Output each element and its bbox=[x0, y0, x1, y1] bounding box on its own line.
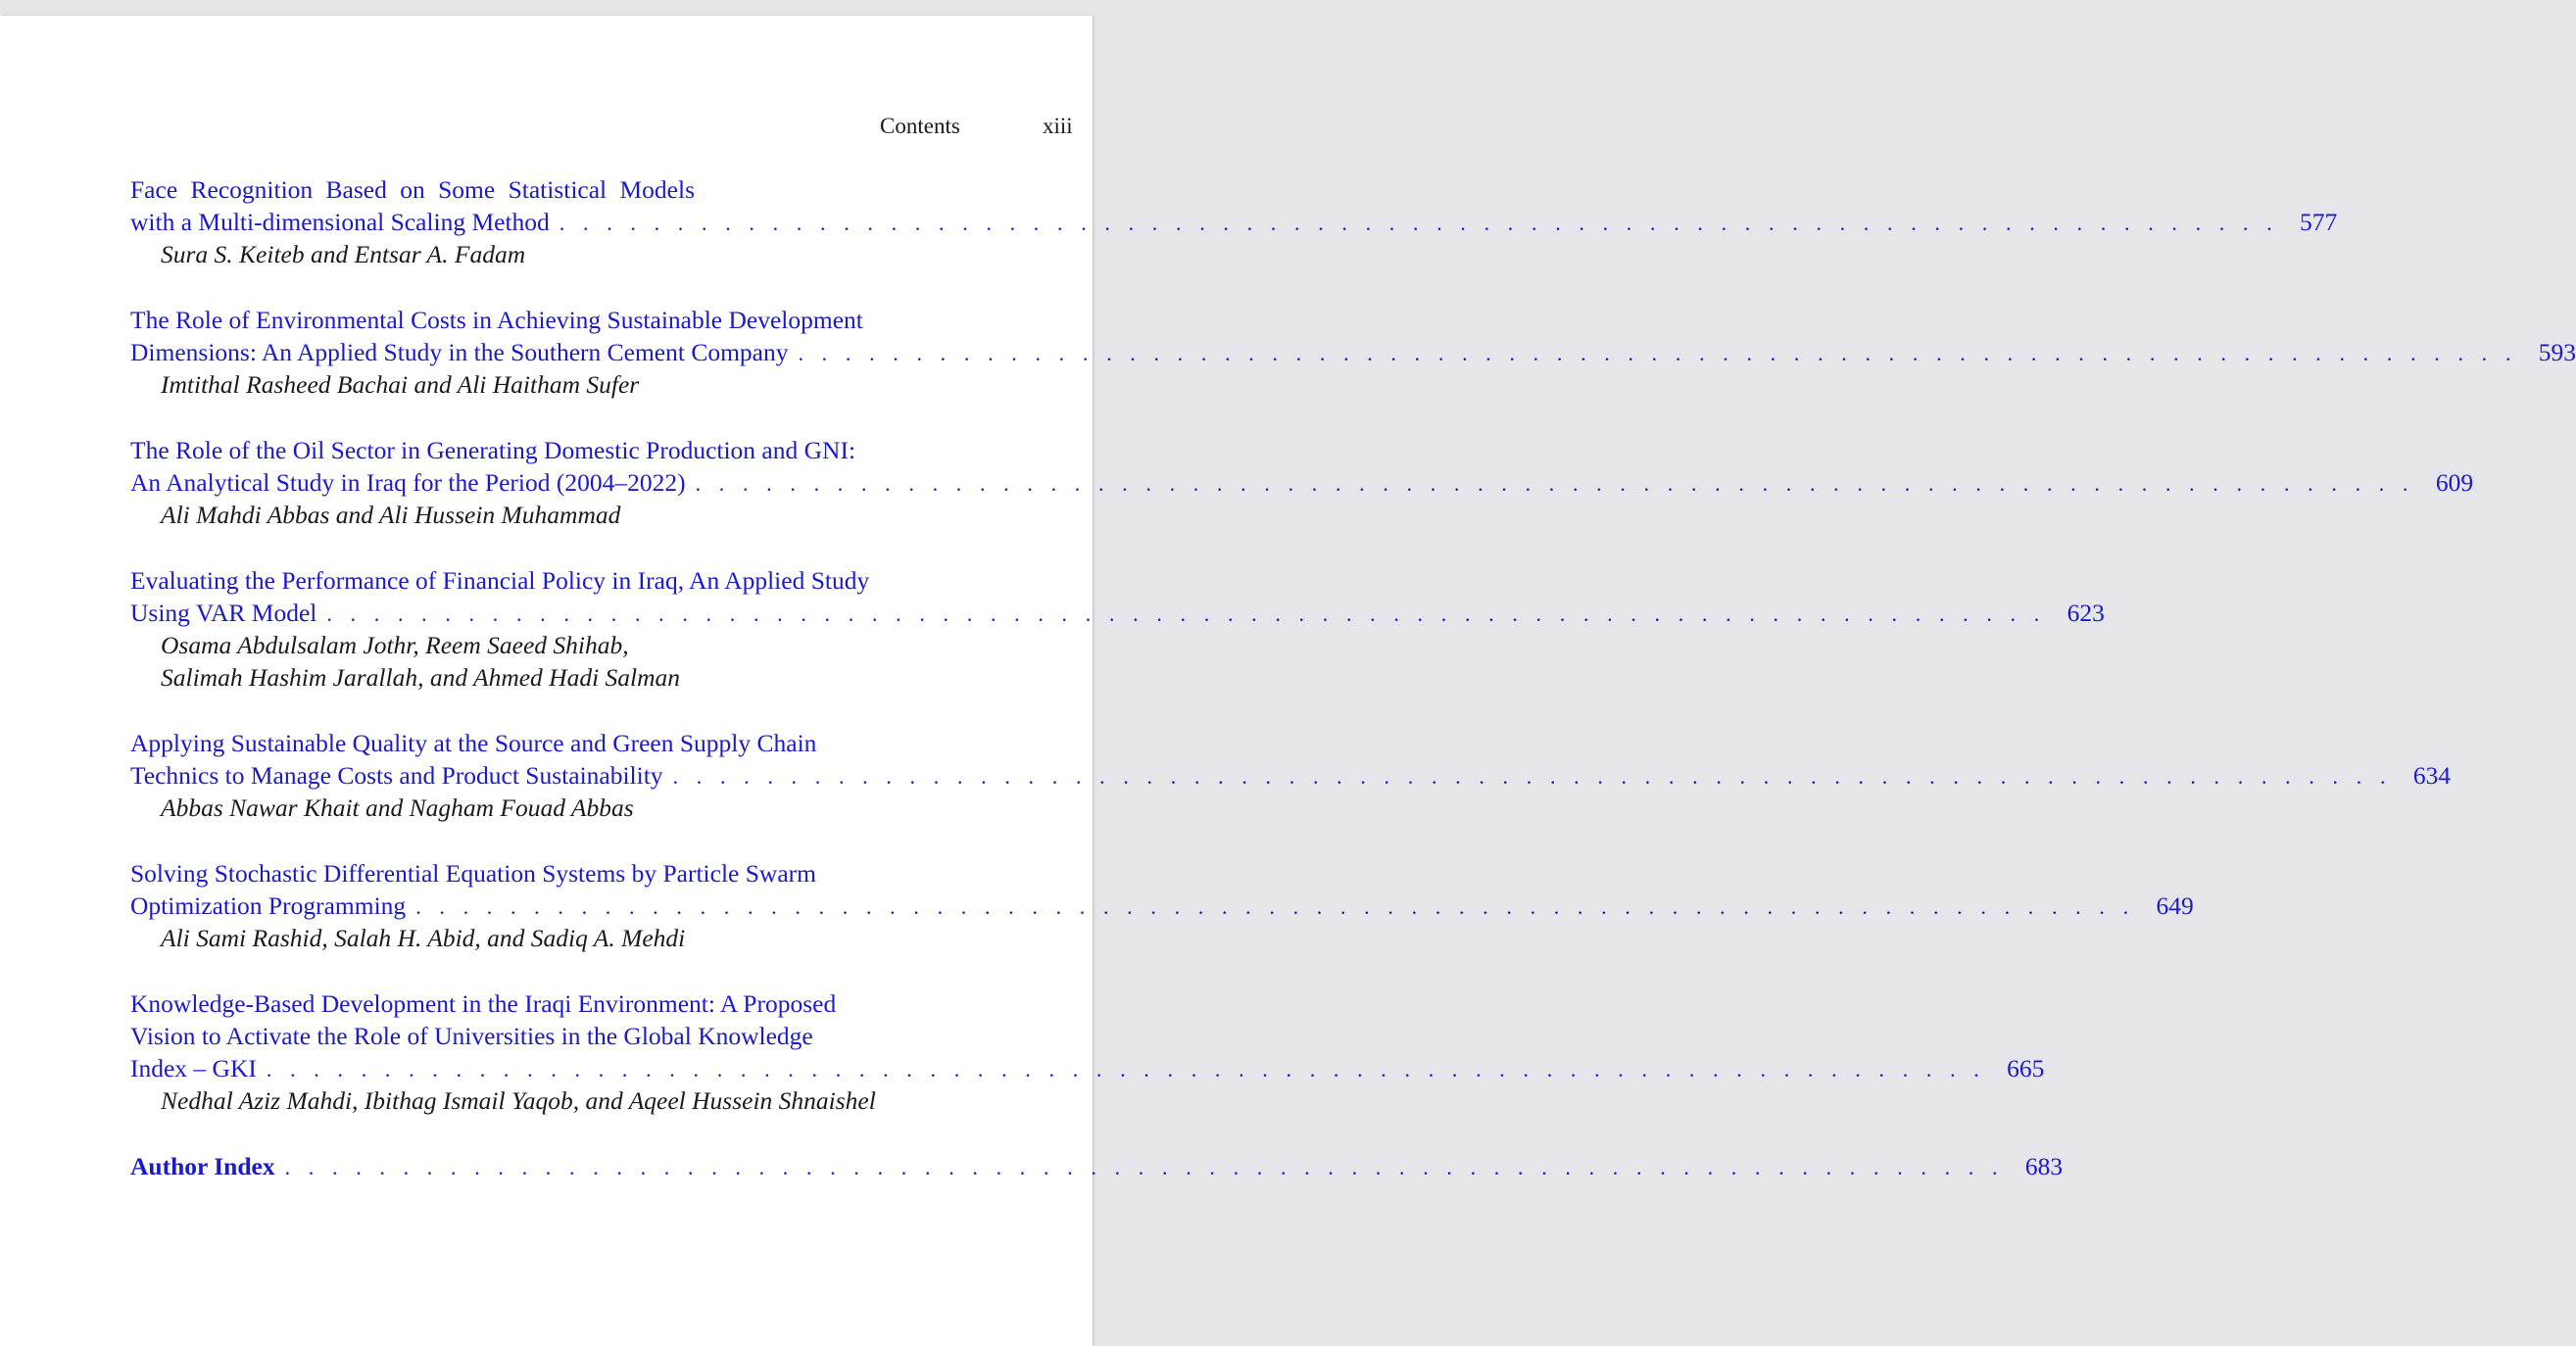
entry-title-line[interactable]: Technics to Manage Costs and Product Sustainability bbox=[130, 761, 663, 790]
entry-page-number[interactable]: 577 bbox=[2300, 208, 2338, 236]
entry-title-last-line[interactable] bbox=[130, 597, 2105, 629]
toc-entry[interactable] bbox=[130, 987, 2045, 1117]
entry-authors: Ali Mahdi Abbas and Ali Hussein Muhammad bbox=[161, 501, 621, 529]
entry-title-line[interactable]: An Analytical Study in Iraq for the Period (2004–2022) bbox=[130, 468, 686, 497]
entry-title-line[interactable]: The Role of the Oil Sector in Generating Domestic Production and GNI: bbox=[130, 436, 856, 464]
entry-title-line[interactable]: Optimization Programming bbox=[130, 891, 407, 920]
toc-entry[interactable] bbox=[130, 434, 2474, 531]
entry-title-last-line[interactable] bbox=[130, 206, 2338, 238]
entry-title-line[interactable]: with a Multi-dimensional Scaling Method bbox=[130, 208, 550, 236]
entry-authors: Imtithal Rasheed Bachai and Ali Haitham Sufer bbox=[161, 370, 640, 399]
entry-authors: Salimah Hashim Jarallah, and Ahmed Hadi Salman bbox=[161, 663, 681, 692]
author-index-page-number[interactable]: 683 bbox=[2024, 1152, 2064, 1180]
toc-entries bbox=[130, 173, 2576, 1117]
entry-page-number[interactable]: 634 bbox=[2412, 761, 2452, 790]
entry-title-line[interactable]: Dimensions: An Applied Study in the Southern Cement Company bbox=[130, 338, 789, 366]
entry-title-last-line[interactable] bbox=[130, 466, 2474, 499]
leader-dots: . . . . . . . . . . . . . . . . . . . . . . . . . . . . . . . . . . . . . . . . . . . . . . . . . . . . . . . . . . . . . . . . . . . . . . . . . bbox=[326, 601, 2046, 626]
entry-title-last-line[interactable] bbox=[130, 1052, 2045, 1084]
toc-entry[interactable] bbox=[130, 727, 2452, 824]
entry-authors: Abbas Nawar Khait and Nagham Fouad Abbas bbox=[161, 793, 634, 822]
entry-authors: Osama Abdulsalam Jothr, Reem Saeed Shihab, bbox=[161, 631, 629, 659]
entry-page-number[interactable]: 665 bbox=[2007, 1054, 2045, 1082]
entry-title-line[interactable]: Using VAR Model bbox=[130, 599, 317, 627]
entry-page-number[interactable]: 593 bbox=[2538, 338, 2576, 366]
document-page bbox=[0, 16, 2576, 1346]
leader-dots: . . . . . . . . . . . . . . . . . . . . . . . . . . . . . . . . . . . . . . . . . . . . . . . . . . . . . . . . . . . . . . . . . . . . . . . . . bbox=[798, 341, 2517, 365]
entry-title-line[interactable]: Face Recognition Based on Some Statistical Models bbox=[130, 175, 696, 204]
entry-title-line[interactable]: Index – GKI bbox=[130, 1054, 257, 1082]
leader-dots: . . . . . . . . . . . . . . . . . . . . . . . . . . . . . . . . . . . . . . . . . . . . . . . . . . . . . . . . . . . . . . . . . . . . . . . . . bbox=[415, 894, 2135, 919]
entry-title-line[interactable]: Vision to Activate the Role of Universities in the Global Knowledge bbox=[130, 1022, 813, 1050]
entry-authors: Ali Sami Rashid, Salah H. Abid, and Sadiq A. Mehdi bbox=[161, 924, 686, 952]
table-of-contents bbox=[130, 173, 2576, 1182]
running-header-title: Contents bbox=[880, 114, 960, 138]
leader-dots: . . . . . . . . . . . . . . . . . . . . . . . . . . . . . . . . . . . . . . . . . . . . . . . . . . . . . . . . . . . . . . . . . . . . . . . . . bbox=[266, 1057, 1986, 1082]
entry-title-line[interactable]: Applying Sustainable Quality at the Source and Green Supply Chain bbox=[130, 729, 817, 757]
leader-dots: . . . . . . . . . . . . . . . . . . . . . . . . . . . . . . . . . . . . . . . . . . . . . . . . . . . . . . . . . . . . . . . . . . . . . . . . . bbox=[695, 471, 2415, 496]
entry-title-line[interactable]: The Role of Environmental Costs in Achieving Sustainable Development bbox=[130, 306, 863, 334]
entry-authors: Nedhal Aziz Mahdi, Ibithag Ismail Yaqob, and Aqeel Hussein Shnaishel bbox=[161, 1086, 876, 1115]
toc-entry[interactable] bbox=[130, 857, 2194, 954]
entry-title-line[interactable]: Solving Stochastic Differential Equation Systems by Particle Swarm bbox=[130, 859, 816, 888]
author-index-label[interactable]: Author Index bbox=[130, 1152, 275, 1180]
toc-entry[interactable] bbox=[130, 304, 2576, 401]
entry-page-number[interactable]: 609 bbox=[2435, 468, 2474, 497]
entry-title-line[interactable]: Knowledge-Based Development in the Iraqi Environment: A Proposed bbox=[130, 989, 837, 1018]
entry-title-last-line[interactable] bbox=[130, 759, 2452, 792]
entry-authors: Sura S. Keiteb and Entsar A. Fadam bbox=[161, 240, 526, 268]
entry-title-last-line[interactable] bbox=[130, 889, 2194, 922]
entry-title-line[interactable]: Evaluating the Performance of Financial Policy in Iraq, An Applied Study bbox=[130, 566, 870, 595]
leader-dots: . . . . . . . . . . . . . . . . . . . . . . . . . . . . . . . . . . . . . . . . . . . . . . . . . . . . . . . . . . . . . . . . . . . . . . . . . bbox=[672, 764, 2393, 789]
running-header-page-number: xiii bbox=[1043, 114, 1073, 138]
toc-entry[interactable] bbox=[130, 173, 2338, 270]
leader-dots: . . . . . . . . . . . . . . . . . . . . . . . . . . . . . . . . . . . . . . . . . . . . . . . . . . . . . . . . . . . . . . . . . . . . . . . . . bbox=[559, 211, 2279, 235]
toc-entry[interactable] bbox=[130, 564, 2105, 694]
toc-entry-author-index[interactable] bbox=[130, 1150, 2064, 1182]
entry-page-number[interactable]: 649 bbox=[2156, 891, 2194, 920]
entry-title-last-line[interactable] bbox=[130, 336, 2576, 368]
entry-page-number[interactable]: 623 bbox=[2066, 599, 2105, 627]
leader-dots: . . . . . . . . . . . . . . . . . . . . . . . . . . . . . . . . . . . . . . . . . . . . . . . . . . . . . . . . . . . . . . . . . . . . . . . . . bbox=[284, 1155, 2005, 1179]
